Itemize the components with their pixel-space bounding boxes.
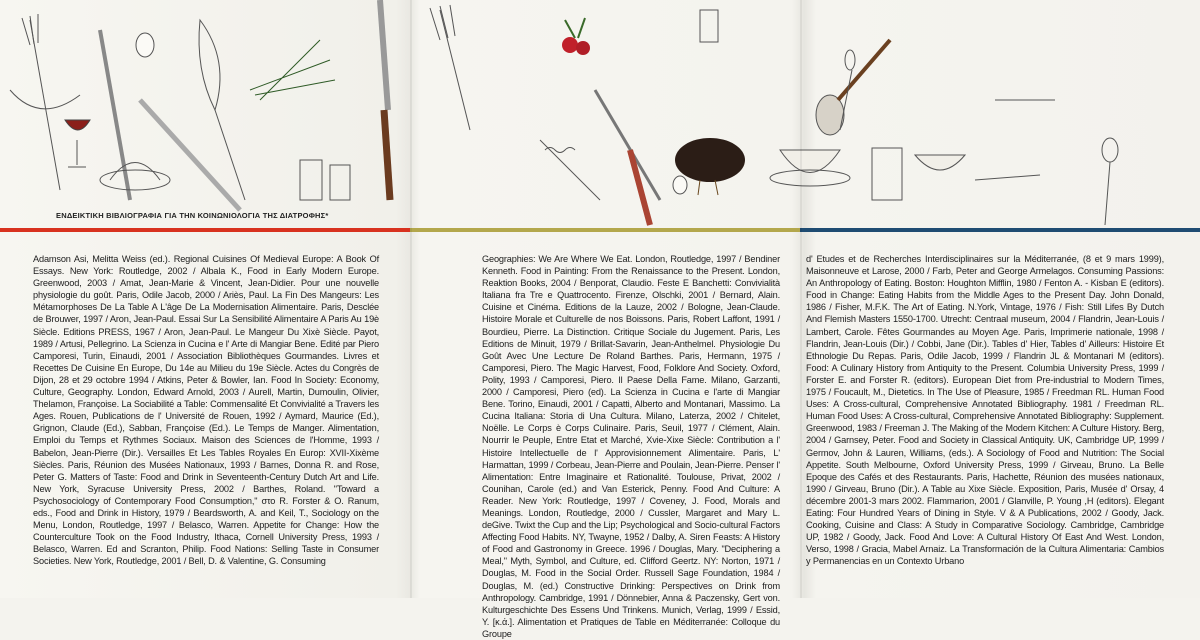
spoon-icon [816,40,1118,225]
radish-icon [562,18,590,55]
egg-icon [136,33,154,57]
bibliography-column-right: d' Etudes et de Recherches Interdisciplinaires sur la Méditerranée, (8 et 9 mars 1999), Maisonneuve et Larose, 2000 / Farb, Peter and George Armelagos. Consuming Passions: An Anthropology of Eating. Boston: Houghton Mifflin, 1980 / Fenton A. - Kisban E (editors). Food in Change: Eating Habits from the Middle Ages to the Present Day. John Donald, 1986 / Fisher, M.F.K. The Art of Eating. N.York, Vintage, 1976 / Fish: Still Lifes By Dutch And Flemish Masters 1550-1700. Utrecht: Centraal museum, 2004 / Flandrin, Jean-Louis / Lambert, Carole. Fêtes Gourmandes au Moyen Age. Paris, Imprimerie nationale, 1998 / Flandrin, Jean-Louis (Dir.) / Cobbi, Jane (Dir.). Tables d' Hier, Tables d' Ailleurs: Histoire Et Ethnologie Du Repas. Paris, Odile Jacob, 1999 / Flandrin JL & Montanari M (editors). Food: A Culinary History from Antiquity to the Present. Columbia University Press, 1999 / Forster E. and Forster R. (editors). European Diet from Pre-industrial to Modern Times, 1975 / Foucault, M., Dietetics. In The Use of Pleasure, 1985 / Freedman RL. Human Food Uses: A Cross-cultural, Comprehensive Annotated Bibliography. 1981 / Freedman RL. Human Food Uses: A Cross-cultural, Comprehensive Annotated Bibliography: Supplement. Greenwood, 1983 / Freeman J. The Making of the Modern Kitchen: A Culture History. Berg, 2004 / Garnsey, Peter. Food and Society in Classical Antiquity. UK, Cambridge UP, 1999 / Germov, John & Lauren, Williams, (eds.). A Sociology of Food and Nutrition: The Social Appetite. South Melbourne, Oxford University Press, 1999 / Girveau, Bruno. La Belle Epoque des Cafés et des Restaurants. Paris, Hachette, Réunion des musées nationaux, 1990 / Girveau, Bruno (Dir.). A Table au Xixe Siècle. Exposition, Paris, Musée d' Orsay, 4 décembre 2001-3 mars 2002. Flammarion, 2001 / Glanville, P. Young ,H (editors). Elegant Eating: Four Hundred Years of Dining in Style. V & A Publications, 2002 / Goody, Jack. Cooking, Cuisine and Class: A Study in Comparative Sociology. Cambridge, Cambridge UP, 1982 / Goody, Jack. Food And Love: A Cultural History Of East And West. London, Verso, 1998 / Gracia, Mabel Arnaiz. La Transformación de la Cultura Alimentaria: Cambios y Permanencias en un Contexto Urbano [806,254,1164,567]
bibliography-column-middle: Geographies: We Are Where We Eat. London, Routledge, 1997 / Bendiner Kenneth. Food in Painting: From the Renaissance to the Present. London, Reaktion Books, 2004 / Benporat, Claudio. Feste E Banchetti: Convivialità Italiana fra Tre e Quattrocento. Firenze, Olschki, 2001 / Bernard, Alain. Cuisine et Cinéma. Editions de la Lauze, 2002 / Bologne, Jean-Claude. Histoire Morale et Culturelle de nos Boissons. Paris, Robert Laffont, 1991 / Bourdieu, Pierre. La Distinction. Critique Sociale du Jugement. Paris, Les Editions de Minuit, 1979 / Brillat-Savarin, Jean-Anthelmel. Physiologie Du Goût Avec Une Lecture De Roland Barthes. Paris, Hermann, 1975 / Camporesi, Piero. The Magic Harvest, Food, Folklore And Society. Oxford, Polity, 1993 / Camporesi, Piero. Il Paese Della Fame. Milano, Garzanti, 2000 / Camporesi, Piero (ed). La Scienza in Cucina e l'arte di Mangiar Bene. Torino, Einaudi, 2001 / Capatti, Alberto and Montanari, Massimo. La Cucina Italiana: Storia di Una Cultura. Milano, Laterza, 2002 / Chitelet, Noëlle. Le Corps è Corps Culinaire. Paris, Seuil, 1977 / Clément, Alain. Nourrir le Peuple, Entre Etat et Marché, Xvie-Xixe Siècle: Contribution a l' Histoire Intellectuelle de l' Approvisionnement Alimentaire. Paris, L' Harmattan, 1999 / Corbeau, Jean-Pierre and Poulain, Jean-Pierre. Penser l' Alimentation: Entre Imaginaire et Rationalité. Toulouse, Privat, 2002 / Counihan, Carole (ed.) and Van Esterick, Penny. Food And Culture: A Reader. New York: Routledge, 1997 / Coveney, J. Food, Morals and Meanings. London, Routledge, 2000 / Cussler, Margaret and Mary L. deGive. Twixt the Cup and the Lip; Psychological and Socio-cultural Factors Affecting Food Habits. NY, Twayne, 1952 / Dalby, A. Siren Feasts: A History of Food and Gastronomy in Greece. 1996 / Douglas, Mary. "Deciphering a Meal," Myth, Symbol, and Culture, ed. Clifford Geertz. NY: Norton, 1971 / Douglas, M. Food in the Social Order. Russell Sage Foundation, 1984 / Douglas, M. (ed.) Constructive Drinking: Perspectives on Drink from Anthropology. Cambridge, 1991 / Dönnebier, Anna & Paczensky, Gert von. Kulturgeschichte Des Essens Und Trinkens. Munich, Verlag, 1999 / Essid, Y. [κ.ά.]. Alimentation et Pratiques de Table en Méditerranée: Colloque du Groupe [482,254,780,639]
rule-left [0,228,410,232]
fold-line-left [410,0,412,598]
chive-icon [250,40,335,100]
bibliography-column-left: Adamson Asi, Melitta Weiss (ed.). Regional Cuisines Of Medieval Europe: A Book Of Essays. New York: Routledge, 2002 / Albala K., Food in Early Modern Europe. Greenwood, 2003 / Amat, Jean-Marie & Vincent, Jean-Didier. Pour une nouvelle physiologie du goût. Paris, Odile Jacob, 2000 / Ariès, Paul. La Fin Des Mangeurs: Les Métamorphoses De La Table A L'âge De La Modernisation Alimentaire. Paris, Desclée de Brouwer, 1997 / Aron, Jean-Paul. Essai Sur La Sensibilité Alimentaire A Paris Au 19è Siècle. Editions PRESS, 1967 / Aron, Jean-Paul. Le Mangeur Du Xixè Siècle. Payot, 1989 / Artusi, Pellegrino. La Scienza in Cucina e l' Arte di Mangiar Bene. Edité par Piero Camporesi, Turin, Einaudi, 2001 / Association Bibliothèques Gourmandes. Livres et Recettes De Cuisine En Europe, Du 14e au Milieu du 19e Siècle. Actes du Congrès de Dijon, 28 et 29 octobre 1994 / Atkins, Peter & Bowler, Ian. Food In Society: Economy, Culture, Geography. London, Edward Arnold, 2003 / Aurell, Martin, Dumoulin, Olivier, Thelamon, Françoise. La Sociabilité a Table: Commensalité Et Convivialité a Travers les Ages. Rouen, Publications de l' Université de Rouen, 1992 / Aymard, Maurice (Ed.), Grignon, Claude (Ed.), Sabban, Françoise (Ed.). Le Temps de Manger. Alimentation, Emploi du Temps et Rythmes Sociaux. Maison des Sciences de l'Homme, 1993 / Babelon, Jean-Pierre (Dir.). Versailles Et Les Tables Royales En Europ: XVII-Xixème Siècles. Paris, Réunion des Musées Nationaux, 1993 / Barnes, Donna R. and Rose, Peter G. Matters of Taste: Food and Drink in Seventeenth-Century Dutch Art and Life. New York, Syracuse University Press, 2002 / Barthes, Roland. "Toward a Psychosociology of Contemporary Food Consumption," στο R. Forster & O. Ranum, eds., Food and Drink in History, 1979 / Beardsworth, A. and Keil, T., Sociology on the Menu, London, Routledge, 1997 / Belasco, Warren. Appetite for Change: How the Counterculture Took on the Food Industry, Ithaca, Cornell University Press, 1993 / Belasco, Warren. Ed and Scranton, Philip. Food Nations: Selling Taste in Consumer Societies. New York, Routledge, 2001 / Bell, D. & Valentine, G. Consuming [33,254,379,567]
rule-right [800,228,1200,232]
gravy-boat-icon [10,90,1055,109]
fold-line-right [800,0,802,598]
salt-shaker-icon [300,160,350,200]
tableware-illustrations [0,0,1200,228]
wine-glass-icon [65,120,90,167]
corkscrew-icon [540,140,1040,200]
rule-middle [410,228,800,232]
bibliography-caption: ΕΝΔΕΙΚΤΙΚΗ ΒΙΒΛΙΟΓΡΑΦΙΑ ΓΙΑ ΤΗΝ ΚΟΙΝΩΝΙΟΛΟΓΙΑ ΤΗΣ ΔΙΑΤΡΟΦΗΣ* [56,211,329,220]
juicer-icon [100,163,170,191]
